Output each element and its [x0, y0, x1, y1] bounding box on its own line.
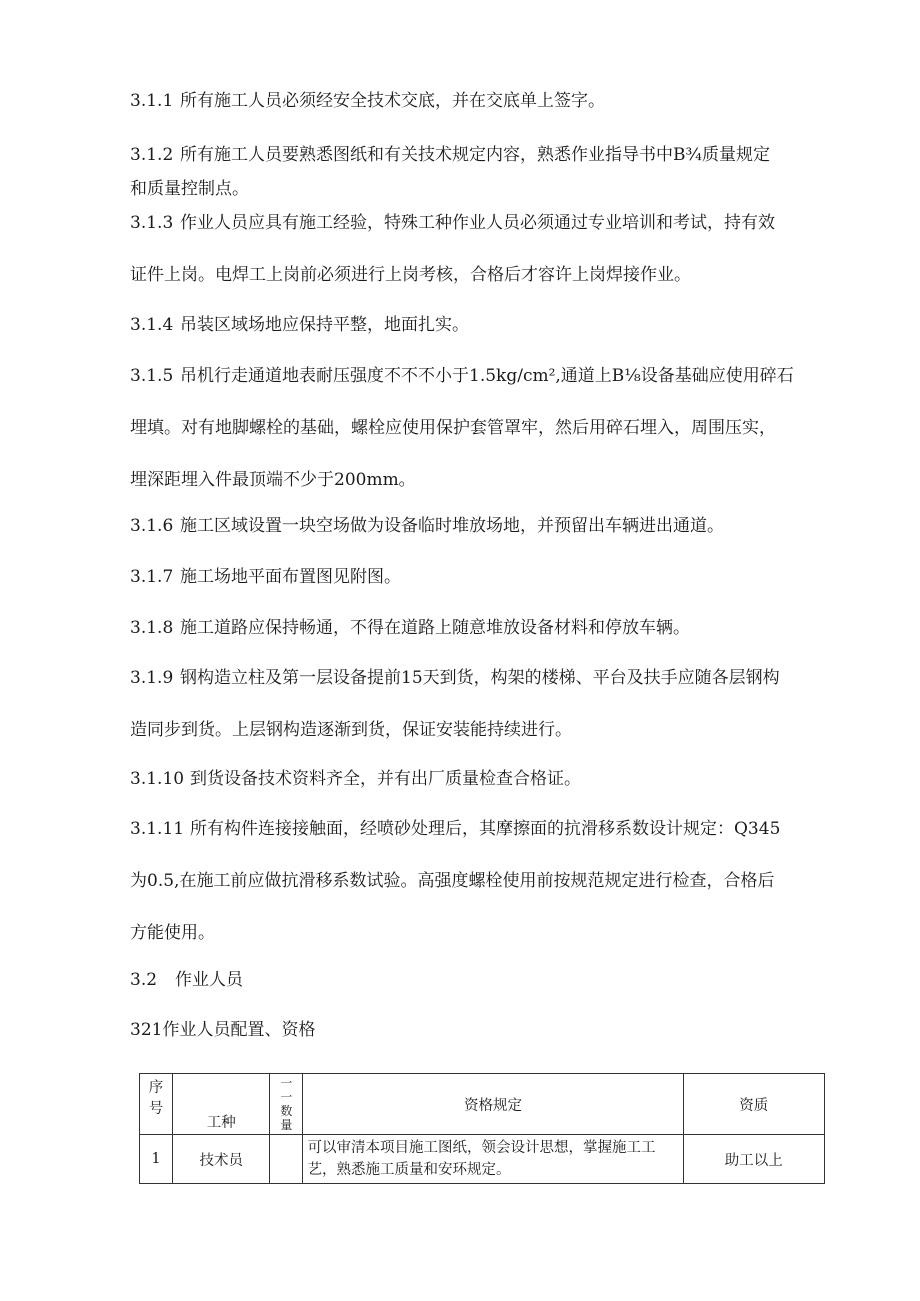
paragraph-3-1-9: [130, 664, 830, 744]
section-number: 3.1.2: [130, 145, 174, 165]
section-number: 3.2: [130, 970, 158, 990]
paragraph-text: 所有构件连接接触面，经喷砂处理后，其摩擦面的抗滑移系数设计规定：Q345: [190, 819, 781, 839]
subsection-3-2-1-heading: [130, 1016, 830, 1044]
paragraph-3-1-11: [130, 815, 830, 947]
section-number: 3.1.1: [130, 91, 174, 111]
section-number: 3.1.10: [130, 769, 185, 789]
table-row: [140, 1135, 825, 1184]
paragraph-text: 施工场地平面布置图见附图。: [180, 567, 401, 587]
cell-qualification: 助工以上: [683, 1135, 824, 1184]
cell-seq: 1: [140, 1135, 173, 1184]
paragraph-3-1-8: [130, 614, 830, 642]
paragraph-text: 埋深距埋入件最顶端不少于200mm。: [130, 470, 416, 490]
paragraph-text: 和质量控制点。: [130, 179, 249, 199]
personnel-table: [139, 1073, 825, 1184]
paragraph-text: 方能使用。: [130, 923, 215, 943]
cell-qty: [270, 1135, 303, 1184]
section-number: 3.1.7: [130, 567, 174, 587]
table-header-row: [140, 1074, 825, 1135]
paragraph-text: 证件上岗。电焊工上岗前必须进行上岗考核，合格后才容许上岗焊接作业。: [130, 265, 691, 285]
paragraph-text: 钢构造立柱及第一层设备提前15天到货，构架的楼梯、平台及扶手应随各层钢构: [180, 668, 780, 688]
cell-type: 技术员: [173, 1135, 270, 1184]
section-number: 3.1.5: [130, 366, 174, 386]
section-number: 3.1.11: [130, 819, 185, 839]
section-number: 3.1.9: [130, 668, 174, 688]
paragraph-3-1-10: [130, 765, 830, 793]
header-seq: 序号: [140, 1074, 173, 1135]
paragraph-text: 施工道路应保持畅通，不得在道路上随意堆放设备材料和停放车辆。: [180, 618, 690, 638]
paragraph-text: 吊装区域场地应保持平整，地面扎实。: [180, 315, 469, 335]
header-type: 工种: [173, 1074, 270, 1135]
paragraph-3-1-3: [130, 209, 830, 289]
paragraph-text: 吊机行走通道地表耐压强度不不不小于1.5kg/cm²,通道上B⅛设备基础应使用碎石: [180, 366, 794, 386]
section-number: 3.1.4: [130, 315, 174, 335]
header-qty-top: 一 一: [280, 1076, 293, 1104]
paragraph-text: 施工区域设置一块空场做为设备临时堆放场地，并预留出车辆进出通道。: [180, 516, 724, 536]
paragraph-3-1-4: [130, 311, 830, 339]
paragraph-text: 到货设备技术资料齐全，并有出厂质量检查合格证。: [190, 769, 581, 789]
cell-requirements-line: 可以审清本项目施工图纸，领会设计思想，掌握施工工: [307, 1140, 656, 1156]
header-qty: [270, 1074, 303, 1135]
header-requirements: 资格规定: [303, 1074, 683, 1135]
header-qty-b: 量: [280, 1118, 293, 1132]
paragraph-text: 作业人员应具有施工经验，特殊工种作业人员必须通过专业培训和考试，持有效: [180, 213, 775, 233]
paragraph-3-1-1: [130, 87, 830, 115]
section-number: 3.1.6: [130, 516, 174, 536]
header-qty-a: 数: [280, 1104, 293, 1118]
cell-requirements: [303, 1135, 683, 1184]
paragraph-text: 造同步到货。上层钢构造逐渐到货，保证安装能持续进行。: [130, 720, 572, 740]
section-title: 作业人员: [175, 970, 243, 990]
section-number: 3.1.3: [130, 213, 174, 233]
paragraph-3-1-2: [130, 141, 830, 203]
section-3-2-heading: [130, 966, 830, 994]
header-qualification: 资质: [683, 1074, 824, 1135]
paragraph-3-1-6: [130, 512, 830, 540]
section-number: 3.1.8: [130, 618, 174, 638]
subsection-title: 321作业人员配置、资格: [130, 1020, 316, 1040]
paragraph-3-1-7: [130, 563, 830, 591]
paragraph-3-1-5: [130, 362, 830, 494]
paragraph-text: 埋填。对有地脚螺栓的基础，螺栓应使用保护套管罩牢，然后用碎石埋入，周围压实，: [130, 418, 776, 438]
paragraph-text: 为0.5,在施工前应做抗滑移系数试验。高强度螺栓使用前按规范规定进行检查，合格后: [130, 871, 775, 891]
cell-requirements-line: 艺，熟悉施工质量和安环规定。: [307, 1162, 511, 1178]
paragraph-text: 所有施工人员要熟悉图纸和有关技术规定内容，熟悉作业指导书中B¾质量规定: [180, 145, 770, 165]
paragraph-text: 所有施工人员必须经安全技术交底，并在交底单上签字。: [180, 91, 605, 111]
